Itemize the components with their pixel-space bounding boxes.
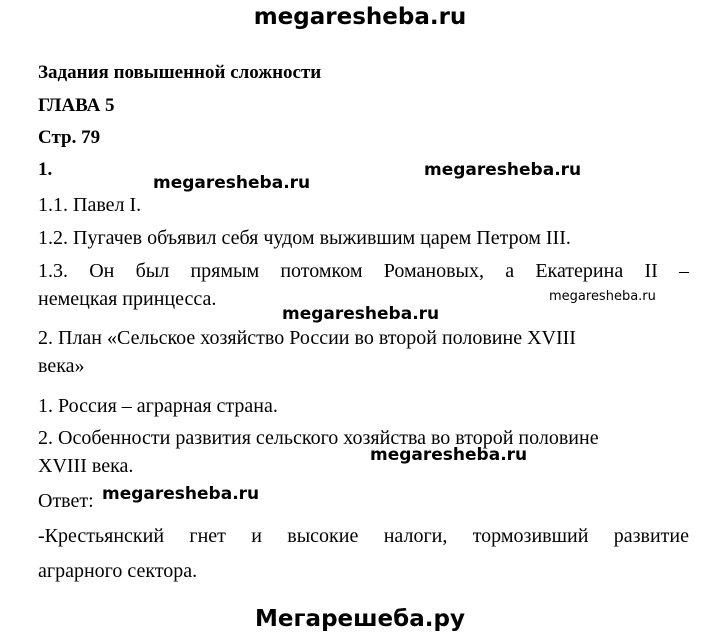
task2-title-line1: 2. План «Сельское хозяйство России во второй половине XVIII — [38, 327, 576, 349]
answer-label: Ответ: — [38, 490, 94, 512]
task-number: 1. — [38, 159, 53, 180]
answer-1-2: 1.2. Пугачев объявил себя чудом выжившим царем Петром III. — [38, 227, 571, 249]
plan-item-2-line1: 2. Особенности развития сельского хозяйства во второй половине — [38, 427, 599, 449]
answer-line2: аграрного сектора. — [38, 560, 198, 582]
watermark-center-2: megaresheba.ru — [370, 445, 528, 465]
section-title: Задания повышенной сложности — [38, 62, 322, 83]
answer-1-3-line1: 1.3. Он был прямым потомком Романовых, а Екатерина II – — [38, 260, 689, 282]
watermark-small-right: megaresheba.ru — [549, 289, 656, 304]
header-watermark: megaresheba.ru — [253, 4, 467, 30]
plan-item-2-line2: XVIII века. — [38, 455, 134, 477]
task2-title-line2: века» — [38, 355, 85, 377]
watermark-center: megaresheba.ru — [282, 304, 440, 324]
footer-watermark: Мегарешеба.ру — [255, 606, 465, 632]
answer-1-1: 1.1. Павел I. — [38, 194, 142, 216]
answer-line1: -Крестьянский гнет и высокие налоги, тормозивший развитие — [38, 525, 689, 547]
chapter-heading: ГЛАВА 5 — [38, 95, 115, 116]
plan-item-1: 1. Россия – аграрная страна. — [38, 395, 278, 417]
answer-1-3-line2: немецкая принцесса. — [38, 288, 217, 310]
watermark-top-right: megaresheba.ru — [424, 160, 582, 180]
watermark-left: megaresheba.ru — [153, 173, 311, 193]
page-reference: Стр. 79 — [38, 127, 101, 148]
watermark-answer: megaresheba.ru — [102, 484, 260, 504]
